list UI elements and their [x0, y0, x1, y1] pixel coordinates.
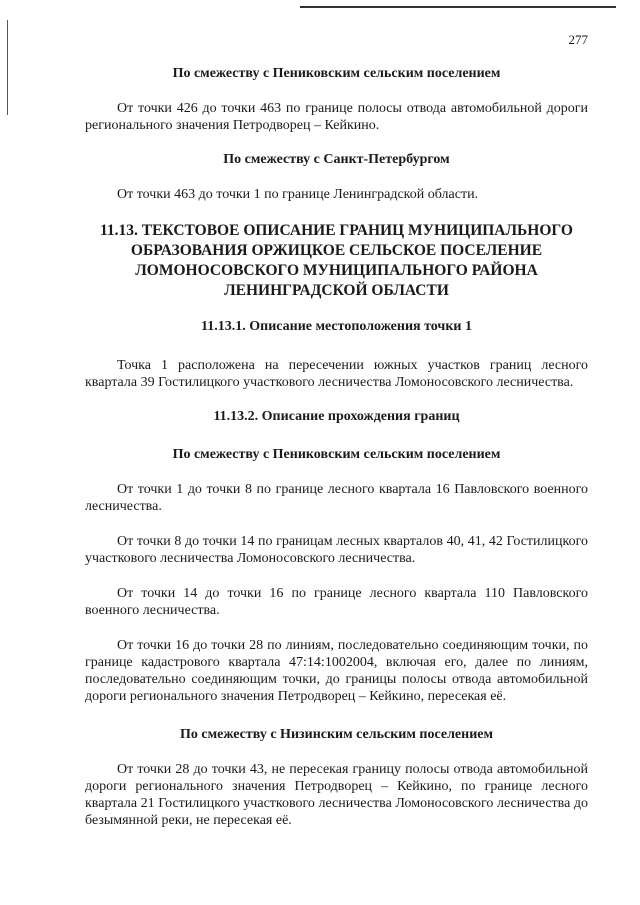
heading-penikovskoe-1: По смежеству с Пениковским сельским поселением: [172, 66, 501, 81]
paragraph-points-14-16: От точки 14 до точки 16 по границе лесного квартала 110 Павловского военного лесничества.: [85, 586, 588, 618]
paragraph-points-1-8: От точки 1 до точки 8 по границе лесного квартала 16 Павловского военного лесничества.: [85, 482, 588, 514]
scan-artifact-left-line: [7, 20, 8, 115]
page-number: 277: [568, 32, 588, 47]
paragraph-points-463-1: От точки 463 до точки 1 по границе Ленинградской области.: [117, 187, 479, 202]
scan-artifact-top-line: [300, 6, 616, 8]
paragraph-points-28-43: От точки 28 до точки 43, не пересекая границу полосы отвода автомобильной дороги регионального значения Петродворец – Кейкино, по границе лесного квартала 21 Гостилицкого участкового лесничества Ломоносовского лесничества до безымянной реки, не пересекая её.: [85, 762, 588, 828]
heading-penikovskoe-2: По смежеству с Пениковским сельским поселением: [172, 447, 501, 462]
heading-11-13-1: 11.13.1. Описание местоположения точки 1: [201, 319, 472, 334]
section-title-11-13: 11.13. ТЕКСТОВОЕ ОПИСАНИЕ ГРАНИЦ МУНИЦИПАЛЬНОГО ОБРАЗОВАНИЯ ОРЖИЦКОЕ СЕЛЬСКОЕ ПОСЕЛЕНИЕ ЛОМОНОСОВСКОГО МУНИЦИПАЛЬНОГО РАЙОНА ЛЕНИНГРАДСКОЙ ОБЛАСТИ: [100, 222, 573, 299]
document-body: [85, 66, 588, 829]
heading-saint-petersburg: По смежеству с Санкт-Петербургом: [223, 152, 450, 167]
paragraph-points-426-463: От точки 426 до точки 463 по границе полосы отвода автомобильной дороги регионального значения Петродворец – Кейкино.: [85, 101, 588, 133]
paragraph-points-16-28: От точки 16 до точки 28 по линиям, последовательно соединяющим точки, по границе кадастрового квартала 47:14:1002004, включая его, далее по линиям, последовательно соединяющим точки, до границы полосы отвода автомобильной дороги регионального значения Петродворец – Кейкино, пересекая её.: [85, 638, 588, 704]
heading-11-13-2: 11.13.2. Описание прохождения границ: [213, 409, 460, 424]
paragraph-points-8-14: От точки 8 до точки 14 по границам лесных кварталов 40, 41, 42 Гостилицкого участкового лесничества Ломоносовского лесничества.: [85, 534, 588, 566]
heading-nizinskoe: По смежеству с Низинским сельским поселением: [179, 727, 494, 742]
paragraph-point-1-location: Точка 1 расположена на пересечении южных участков границ лесного квартала 39 Гостилицкого участкового лесничества Ломоносовского лесничества.: [85, 358, 588, 390]
